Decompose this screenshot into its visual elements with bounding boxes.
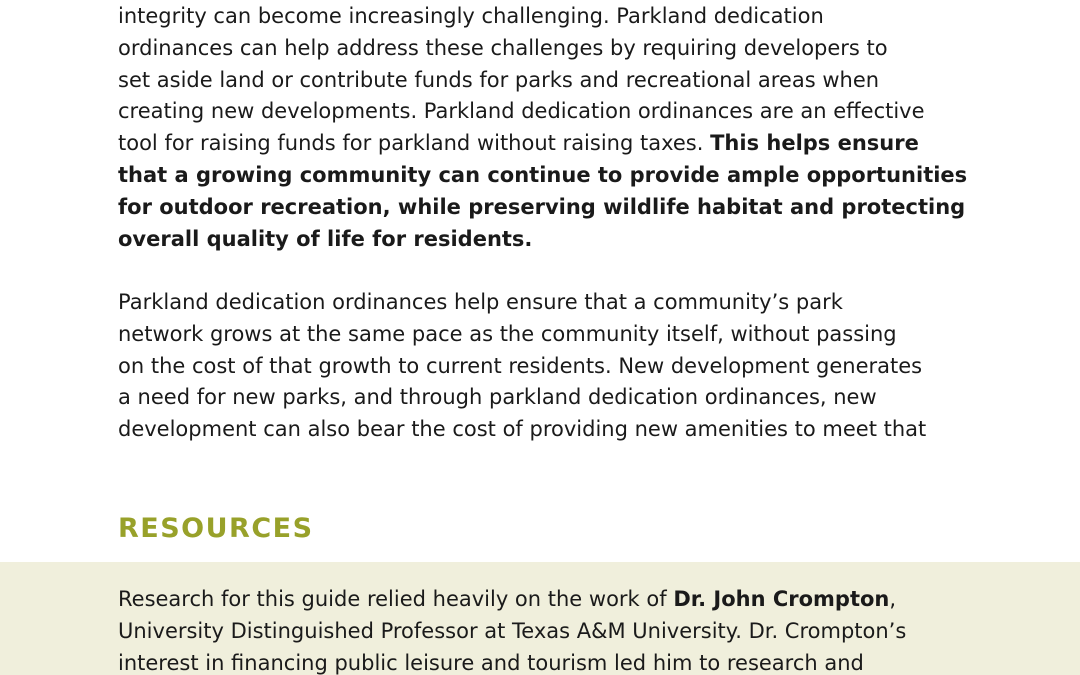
emphasis-text: This helps ensure — [710, 131, 919, 156]
author-name: Dr. John Crompton — [673, 587, 890, 611]
paragraph-text: , — [889, 587, 897, 611]
paragraph-text: Research for this guide relied heavily on the work of — [118, 587, 674, 611]
resources-heading: RESOURCES — [118, 513, 314, 544]
paragraph-line — [118, 128, 958, 160]
paragraph-line: integrity can become increasingly challenging. Parkland dedication — [118, 4, 824, 28]
paragraph-line: a need for new parks, and through parkland dedication ordinances, new — [118, 385, 877, 410]
paragraph-line: Parkland dedication ordinances help ensure that a community’s park — [118, 290, 843, 314]
paragraph-text: tool for raising funds for parkland without raising taxes. — [118, 131, 711, 156]
paragraph-line: creating new developments. Parkland dedication ordinances are an effective — [118, 99, 925, 124]
paragraph-line: development can also bear the cost of providing new amenities to meet that — [118, 417, 927, 442]
paragraph-line: ordinances can help address these challenges by requiring developers to — [118, 35, 888, 60]
paragraph-line: on the cost of that growth to current residents. New development generates — [118, 353, 923, 378]
resources-paragraph — [118, 584, 958, 675]
paragraph-line: interest in financing public leisure and tourism led him to research and — [118, 650, 864, 675]
emphasis-line: that a growing community can continue to provide ample opportunities — [118, 162, 968, 187]
body-paragraph-1 — [118, 1, 968, 255]
emphasis-line: for outdoor recreation, while preserving wildlife habitat and protecting — [118, 194, 966, 219]
paragraph-line: University Distinguished Professor at Texas A&M University. Dr. Crompton’s — [118, 618, 907, 643]
emphasis-line: overall quality of life for residents. — [118, 226, 533, 251]
paragraph-line: set aside land or contribute funds for parks and recreational areas when — [118, 67, 880, 92]
paragraph-line — [118, 584, 958, 616]
body-paragraph-2 — [118, 287, 958, 446]
paragraph-line: network grows at the same pace as the community itself, without passing — [118, 321, 897, 346]
